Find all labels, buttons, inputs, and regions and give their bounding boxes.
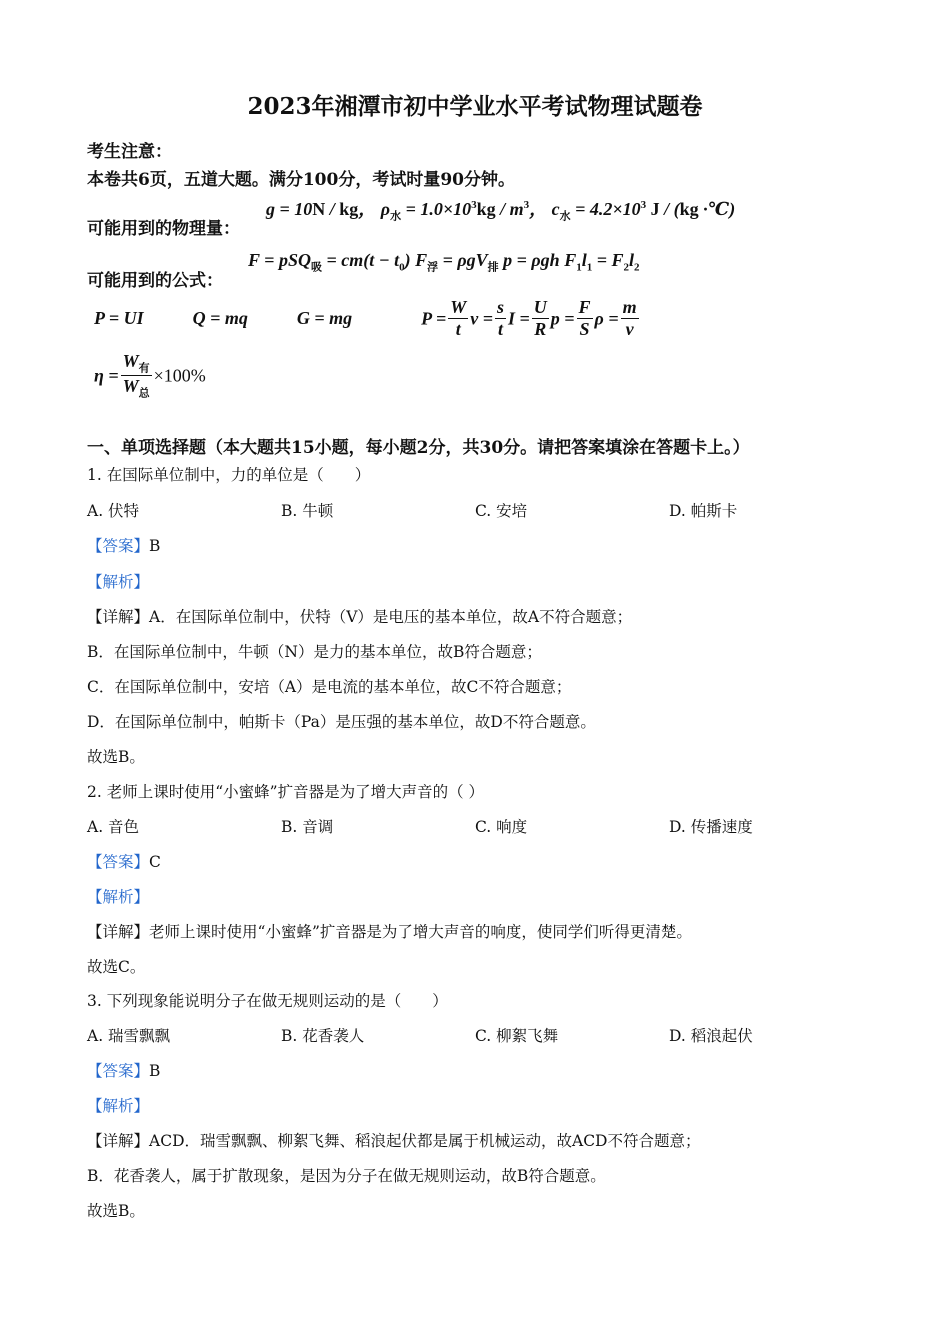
question-1-option-b: B. 牛顿 (281, 502, 334, 520)
question-2-option-a: A. 音色 (87, 818, 140, 836)
question-1-detail (87, 605, 632, 627)
question-3-answer (87, 1059, 160, 1081)
quantities-label: 可能用到的物理量： (87, 219, 240, 239)
question-1-answer (87, 534, 160, 556)
detail-line: B．在国际单位制中，牛顿（N）是力的基本单位，故B符合题意； (87, 643, 542, 661)
question-1-option-a: A. 伏特 (87, 502, 140, 520)
detail-text: ACD．瑞雪飘飘、柳絮飞舞、稻浪起伏都是属于机械运动，故ACD不符合题意； (149, 1132, 701, 1150)
answer-tag: 【答案】 (87, 1062, 150, 1080)
question-3-detail (87, 1129, 700, 1151)
question-1-conclusion: 故选B。 (87, 748, 145, 766)
formula-efficiency: η = $\frac{W_有}{W_总}$ ×100% (94, 351, 206, 400)
formulas-label: 可能用到的公式： (87, 271, 223, 291)
answer-value: B (149, 1062, 161, 1080)
question-2-option-c: C. 响度 (475, 818, 528, 836)
question-2-option-b: B. 音调 (281, 818, 334, 836)
detail-text: A．在国际单位制中，伏特（V）是电压的基本单位，故A不符合题意； (149, 608, 633, 626)
analysis-tag: 【解析】 (87, 573, 150, 591)
question-2-stem: 2. 老师上课时使用“小蜜蜂”扩音器是为了增大声音的（ ） (87, 783, 484, 801)
analysis-tag: 【解析】 (87, 1097, 150, 1115)
question-1-stem: 1. 在国际单位制中，力的单位是（ ） (87, 466, 371, 484)
detail-text: 老师上课时使用“小蜜蜂”扩音器是为了增大声音的响度，使同学们听得更清楚。 (149, 923, 692, 941)
notice-heading: 考生注意： (87, 142, 172, 162)
detail-tag: 【详解】 (87, 1132, 150, 1150)
question-2-option-d: D. 传播速度 (669, 818, 753, 836)
question-1-option-d: D. 帕斯卡 (669, 502, 738, 520)
detail-tag: 【详解】 (87, 923, 150, 941)
analysis-tag: 【解析】 (87, 888, 150, 906)
answer-value: B (149, 537, 161, 555)
detail-line: B．花香袭人，属于扩散现象，是因为分子在做无规则运动，故B符合题意。 (87, 1167, 606, 1185)
question-3-conclusion: 故选B。 (87, 1202, 145, 1220)
answer-tag: 【答案】 (87, 853, 150, 871)
detail-line: D．在国际单位制中，帕斯卡（Pa）是压强的基本单位，故D不符合题意。 (87, 713, 596, 731)
answer-value: C (149, 853, 161, 871)
detail-tag: 【详解】 (87, 608, 150, 626)
detail-line: C．在国际单位制中，安培（A）是电流的基本单位，故C不符合题意； (87, 678, 572, 696)
formula-row-2: P = UI Q = mq G = mg P = $\frac{W}{t}$ v = $\frac{s}{t}$ I = $\frac{U}{R}$ p = $\frac{F}{S}$ ρ = $\frac{m}{v}$ (94, 297, 637, 339)
notice-text: 本卷共6页，五道大题。满分100分，考试时量90分钟。 (87, 170, 515, 190)
question-2-answer (87, 850, 161, 872)
question-3-stem: 3. 下列现象能说明分子在做无规则运动的是（ ） (87, 992, 448, 1010)
question-2-conclusion: 故选C。 (87, 958, 146, 976)
page-title: 2023年湘潭市初中学业水平考试物理试题卷 (247, 93, 703, 120)
question-3-option-d: D. 稻浪起伏 (669, 1027, 753, 1045)
question-3-option-c: C. 柳絮飞舞 (475, 1027, 559, 1045)
question-1-option-c: C. 安培 (475, 502, 528, 520)
formula-row-1: $F = pSQ_吸 = cm(t - t_0)$ $F_浮 = \rho gV_排$ p = ρgh $F_1l_1 = F_2l_2$ (248, 250, 640, 274)
section-heading: 一、单项选择题（本大题共15小题，每小题2分，共30分。请把答案填涂在答题卡上。） (87, 438, 750, 458)
physical-constants: g = 10N / kg， $\rho_水 = 1.0\times 10^3kg / m^3$， $c_水 = 4.2\times 10^3$ J / (kg ·℃) (266, 199, 736, 223)
question-2-detail (87, 920, 692, 942)
question-3-option-b: B. 花香袭人 (281, 1027, 365, 1045)
answer-tag: 【答案】 (87, 537, 150, 555)
question-3-option-a: A. 瑞雪飘飘 (87, 1027, 171, 1045)
